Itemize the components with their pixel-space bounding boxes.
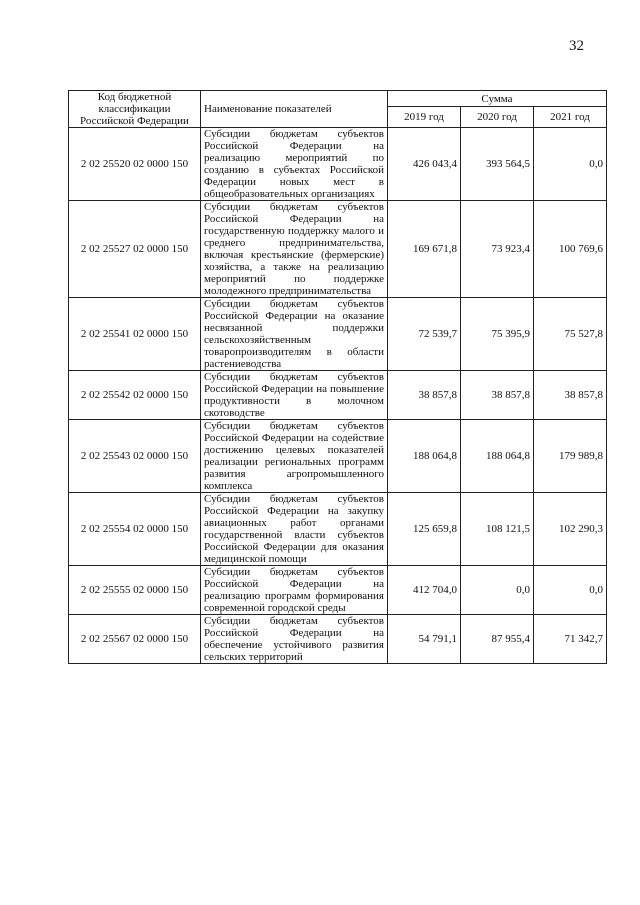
header-name: Наименование показателей bbox=[201, 91, 388, 128]
header-year-2021: 2021 год bbox=[534, 107, 607, 128]
page-number: 32 bbox=[569, 38, 584, 54]
row-name: Субсидии бюджетам субъектов Российской Федерации на реализацию мероприятий по созданию в субъектах Российской Федерации новых мест в общеобразовательных организациях bbox=[201, 128, 388, 201]
row-name: Субсидии бюджетам субъектов Российской Федерации на обеспечение устойчивого развития сельских территорий bbox=[201, 615, 388, 664]
row-code: 2 02 25542 02 0000 150 bbox=[69, 371, 201, 420]
table-row bbox=[69, 371, 607, 420]
row-value-2020: 87 955,4 bbox=[461, 615, 534, 664]
row-value-2020: 75 395,9 bbox=[461, 298, 534, 371]
row-name: Субсидии бюджетам субъектов Российской Федерации на повышение продуктивности в молочном скотоводстве bbox=[201, 371, 388, 420]
row-value-2019: 169 671,8 bbox=[388, 201, 461, 298]
row-value-2021: 0,0 bbox=[534, 128, 607, 201]
row-code: 2 02 25554 02 0000 150 bbox=[69, 493, 201, 566]
table-row bbox=[69, 420, 607, 493]
row-code: 2 02 25555 02 0000 150 bbox=[69, 566, 201, 615]
row-value-2019: 188 064,8 bbox=[388, 420, 461, 493]
row-value-2021: 75 527,8 bbox=[534, 298, 607, 371]
row-value-2021: 179 989,8 bbox=[534, 420, 607, 493]
row-value-2021: 71 342,7 bbox=[534, 615, 607, 664]
budget-table bbox=[68, 90, 607, 664]
row-value-2020: 393 564,5 bbox=[461, 128, 534, 201]
row-value-2020: 73 923,4 bbox=[461, 201, 534, 298]
table-row bbox=[69, 298, 607, 371]
table-row bbox=[69, 615, 607, 664]
table-row bbox=[69, 128, 607, 201]
table-row bbox=[69, 566, 607, 615]
row-name: Субсидии бюджетам субъектов Российской Федерации на закупку авиационных работ органами государственной власти субъектов Российской Федерации для оказания медицинской помощи bbox=[201, 493, 388, 566]
row-name: Субсидии бюджетам субъектов Российской Федерации на оказание несвязанной поддержки сельскохозяйственным товаропроизводителям в области растениеводства bbox=[201, 298, 388, 371]
table-header bbox=[69, 91, 607, 128]
header-year-2020: 2020 год bbox=[461, 107, 534, 128]
row-value-2019: 38 857,8 bbox=[388, 371, 461, 420]
row-name: Субсидии бюджетам субъектов Российской Федерации на реализацию программ формирования современной городской среды bbox=[201, 566, 388, 615]
header-year-2019: 2019 год bbox=[388, 107, 461, 128]
row-value-2019: 54 791,1 bbox=[388, 615, 461, 664]
row-value-2020: 38 857,8 bbox=[461, 371, 534, 420]
row-value-2021: 100 769,6 bbox=[534, 201, 607, 298]
row-value-2019: 426 043,4 bbox=[388, 128, 461, 201]
row-code: 2 02 25541 02 0000 150 bbox=[69, 298, 201, 371]
row-value-2021: 102 290,3 bbox=[534, 493, 607, 566]
row-value-2019: 72 539,7 bbox=[388, 298, 461, 371]
row-value-2020: 188 064,8 bbox=[461, 420, 534, 493]
row-code: 2 02 25527 02 0000 150 bbox=[69, 201, 201, 298]
row-name: Субсидии бюджетам субъектов Российской Федерации на содействие достижению целевых показателей реализации региональных программ развития агропромышленного комплекса bbox=[201, 420, 388, 493]
row-value-2019: 412 704,0 bbox=[388, 566, 461, 615]
row-code: 2 02 25520 02 0000 150 bbox=[69, 128, 201, 201]
row-code: 2 02 25567 02 0000 150 bbox=[69, 615, 201, 664]
row-code: 2 02 25543 02 0000 150 bbox=[69, 420, 201, 493]
row-value-2021: 38 857,8 bbox=[534, 371, 607, 420]
table-row bbox=[69, 201, 607, 298]
header-code: Код бюджетной классификации Российской Федерации bbox=[69, 91, 201, 128]
row-value-2020: 0,0 bbox=[461, 566, 534, 615]
row-value-2019: 125 659,8 bbox=[388, 493, 461, 566]
table-row bbox=[69, 493, 607, 566]
row-value-2021: 0,0 bbox=[534, 566, 607, 615]
row-value-2020: 108 121,5 bbox=[461, 493, 534, 566]
header-sum: Сумма bbox=[388, 91, 607, 107]
row-name: Субсидии бюджетам субъектов Российской Федерации на государственную поддержку малого и среднего предпринимательства, включая крестьянские (фермерские) хозяйства, а также на реализацию мероприятий по поддержке молодежного предпринимательства bbox=[201, 201, 388, 298]
